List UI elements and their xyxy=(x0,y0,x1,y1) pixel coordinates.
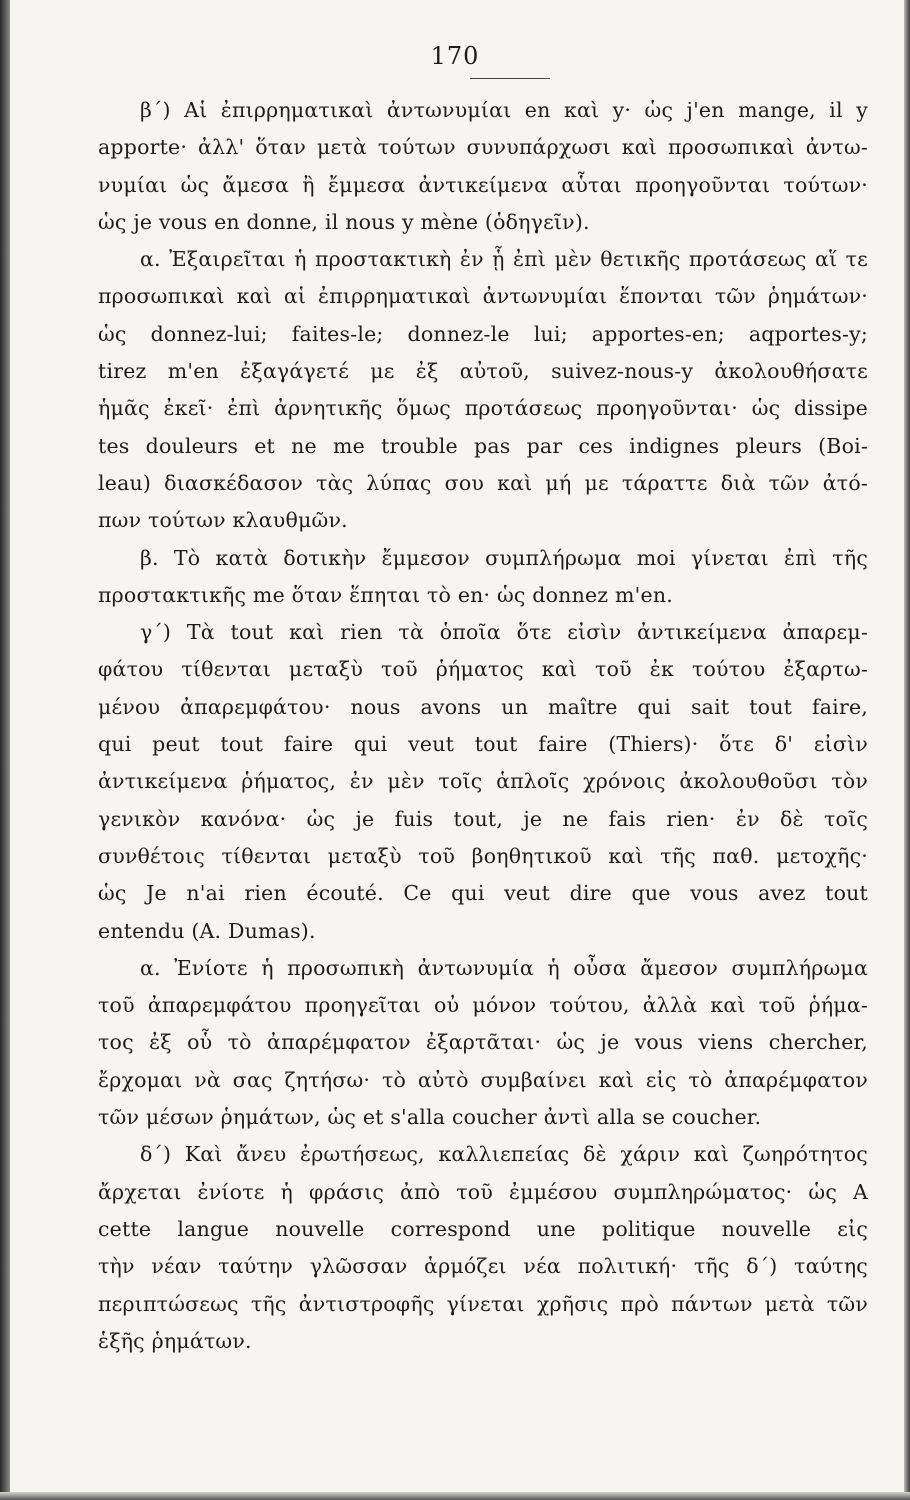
text-line: qui peut tout faire qui veut tout faire (Thiers)· ὅτε δ' εἰσὶν xyxy=(98,732,868,757)
text-line: ἔρχομαι νὰ σας ζητήσω· τὸ αὐτὸ συμβαίνει καὶ εἰς τὸ ἀπαρέμφατον xyxy=(98,1067,868,1092)
text-line: νυμίαι ὡς ἄμεσα ἢ ἔμμεσα ἀντικείμενα αὗται προηγοῦνται τούτων· xyxy=(98,172,868,197)
text-line: ἑξῆς ῥημάτων. xyxy=(98,1328,252,1353)
text-line: apporte· ἀλλ' ὅταν μετὰ τούτων συνυπάρχωσι καὶ προσωπικαὶ ἀντω- xyxy=(98,135,868,160)
text-line: α. Ἐξαιρεῖται ἡ προστακτικὴ ἐν ᾗ ἐπὶ μὲν θετικῆς προτάσεως αἵ τε xyxy=(140,247,868,272)
text-line: περιπτώσεως τῆς ἀντιστροφῆς γίνεται χρῆσις πρὸ πάντων μετὰ τῶν xyxy=(98,1291,868,1316)
scan-edge-left xyxy=(0,0,10,1500)
text-line: α. Ἐνίοτε ἡ προσωπικὴ ἀντωνυμία ἡ οὖσα ἄμεσον συμπλήρωμα xyxy=(140,955,868,980)
text-line: β΄) Αἱ ἐπιρρηματικαὶ ἀντωνυμίαι en καὶ y· ὡς j'en mange, il y xyxy=(140,98,868,122)
text-line: τῶν μέσων ῥημάτων, ὡς et s'alla coucher ἀντὶ alla se coucher. xyxy=(98,1105,762,1130)
text-line: ὡς donnez-lui; faites-le; donnez-le lui; apportes-en; aqportes-y; xyxy=(98,321,868,346)
page-number-rule xyxy=(470,78,550,79)
scan-edge-right xyxy=(904,0,910,1500)
text-line: τὴν νέαν ταύτην γλῶσσαν ἁρμόζει νέα πολιτική· τῆς δ΄) ταύτης xyxy=(98,1254,868,1279)
text-line: leau) διασκέδασον τὰς λύπας σου καὶ μή με τάραττε διὰ τῶν ἀτό- xyxy=(98,470,868,495)
page-number: 170 xyxy=(430,42,480,70)
text-line: πων τούτων κλαυθμῶν. xyxy=(98,508,348,533)
text-line: δ΄) Καὶ ἄνευ ἐρωτήσεως, καλλιεπείας δὲ χάριν καὶ ζωηρότητος xyxy=(140,1142,868,1167)
text-line: φάτου τίθενται μεταξὺ τοῦ ῥήματος καὶ τοῦ ἐκ τούτου ἐξαρτω- xyxy=(98,657,868,682)
text-line: προσωπικαὶ καὶ αἱ ἐπιρρηματικαὶ ἀντωνυμίαι ἕπονται τῶν ῥημάτων· xyxy=(98,284,868,309)
text-line: entendu (A. Dumas). xyxy=(98,918,316,943)
text-line: τοῦ ἀπαρεμφάτου προηγεῖται οὐ μόνον τούτου, ἀλλὰ καὶ τοῦ ῥήμα- xyxy=(98,993,868,1018)
text-line: tirez m'en ἐξαγάγετέ με ἐξ αὐτοῦ, suivez-nous-y ἀκολουθήσατε xyxy=(98,359,868,384)
text-line: tes douleurs et ne me trouble pas par ces indignes pleurs (Boi- xyxy=(98,433,868,458)
text-line: γ΄) Τὰ tout καὶ rien τὰ ὁποῖα ὅτε εἰσὶν ἀντικείμενα ἀπαρεμ- xyxy=(140,620,868,645)
text-line: μένου ἀπαρεμφάτου· nous avons un maître qui sait tout faire, xyxy=(98,694,868,719)
text-line: προστακτικῆς me ὅταν ἕπηται τὸ en· ὡς donnez m'en. xyxy=(98,582,673,607)
text-line: συνθέτοις τίθενται μεταξὺ τοῦ βοηθητικοῦ καὶ τῆς παθ. μετοχῆς· xyxy=(98,843,868,868)
text-line: ἡμᾶς ἐκεῖ· ἐπὶ ἀρνητικῆς ὅμως προτάσεως προηγοῦνται· ὡς dissipe xyxy=(98,396,868,421)
text-line: τος ἐξ οὗ τὸ ἀπαρέμφατον ἐξαρτᾶται· ὡς je vous viens chercher, xyxy=(98,1030,868,1055)
text-line: cette langue nouvelle correspond une politique nouvelle εἰς xyxy=(98,1216,868,1241)
text-line: ὡς Je n'ai rien écouté. Ce qui veut dire que vous avez tout xyxy=(98,881,868,906)
text-line: γενικὸν κανόνα· ὡς je fuis tout, je ne fais rien· ἐν δὲ τοῖς xyxy=(98,806,868,831)
body-text xyxy=(98,92,868,1360)
scan-edge-bottom xyxy=(0,1492,910,1500)
text-line: ὡς je vous en donne, il nous y mène (ὁδηγεῖν). xyxy=(98,209,590,234)
text-line: β. Τὸ κατὰ δοτικὴν ἔμμεσον συμπλήρωμα moi γίνεται ἐπὶ τῆς xyxy=(140,545,868,570)
text-line: ἀντικείμενα ῥήματος, ἐν μὲν τοῖς ἁπλοῖς χρόνοις ἀκολουθοῦσι τὸν xyxy=(98,769,868,794)
text-line: ἄρχεται ἐνίοτε ἡ φράσις ἀπὸ τοῦ ἐμμέσου συμπληρώματος· ὡς A xyxy=(98,1179,868,1204)
